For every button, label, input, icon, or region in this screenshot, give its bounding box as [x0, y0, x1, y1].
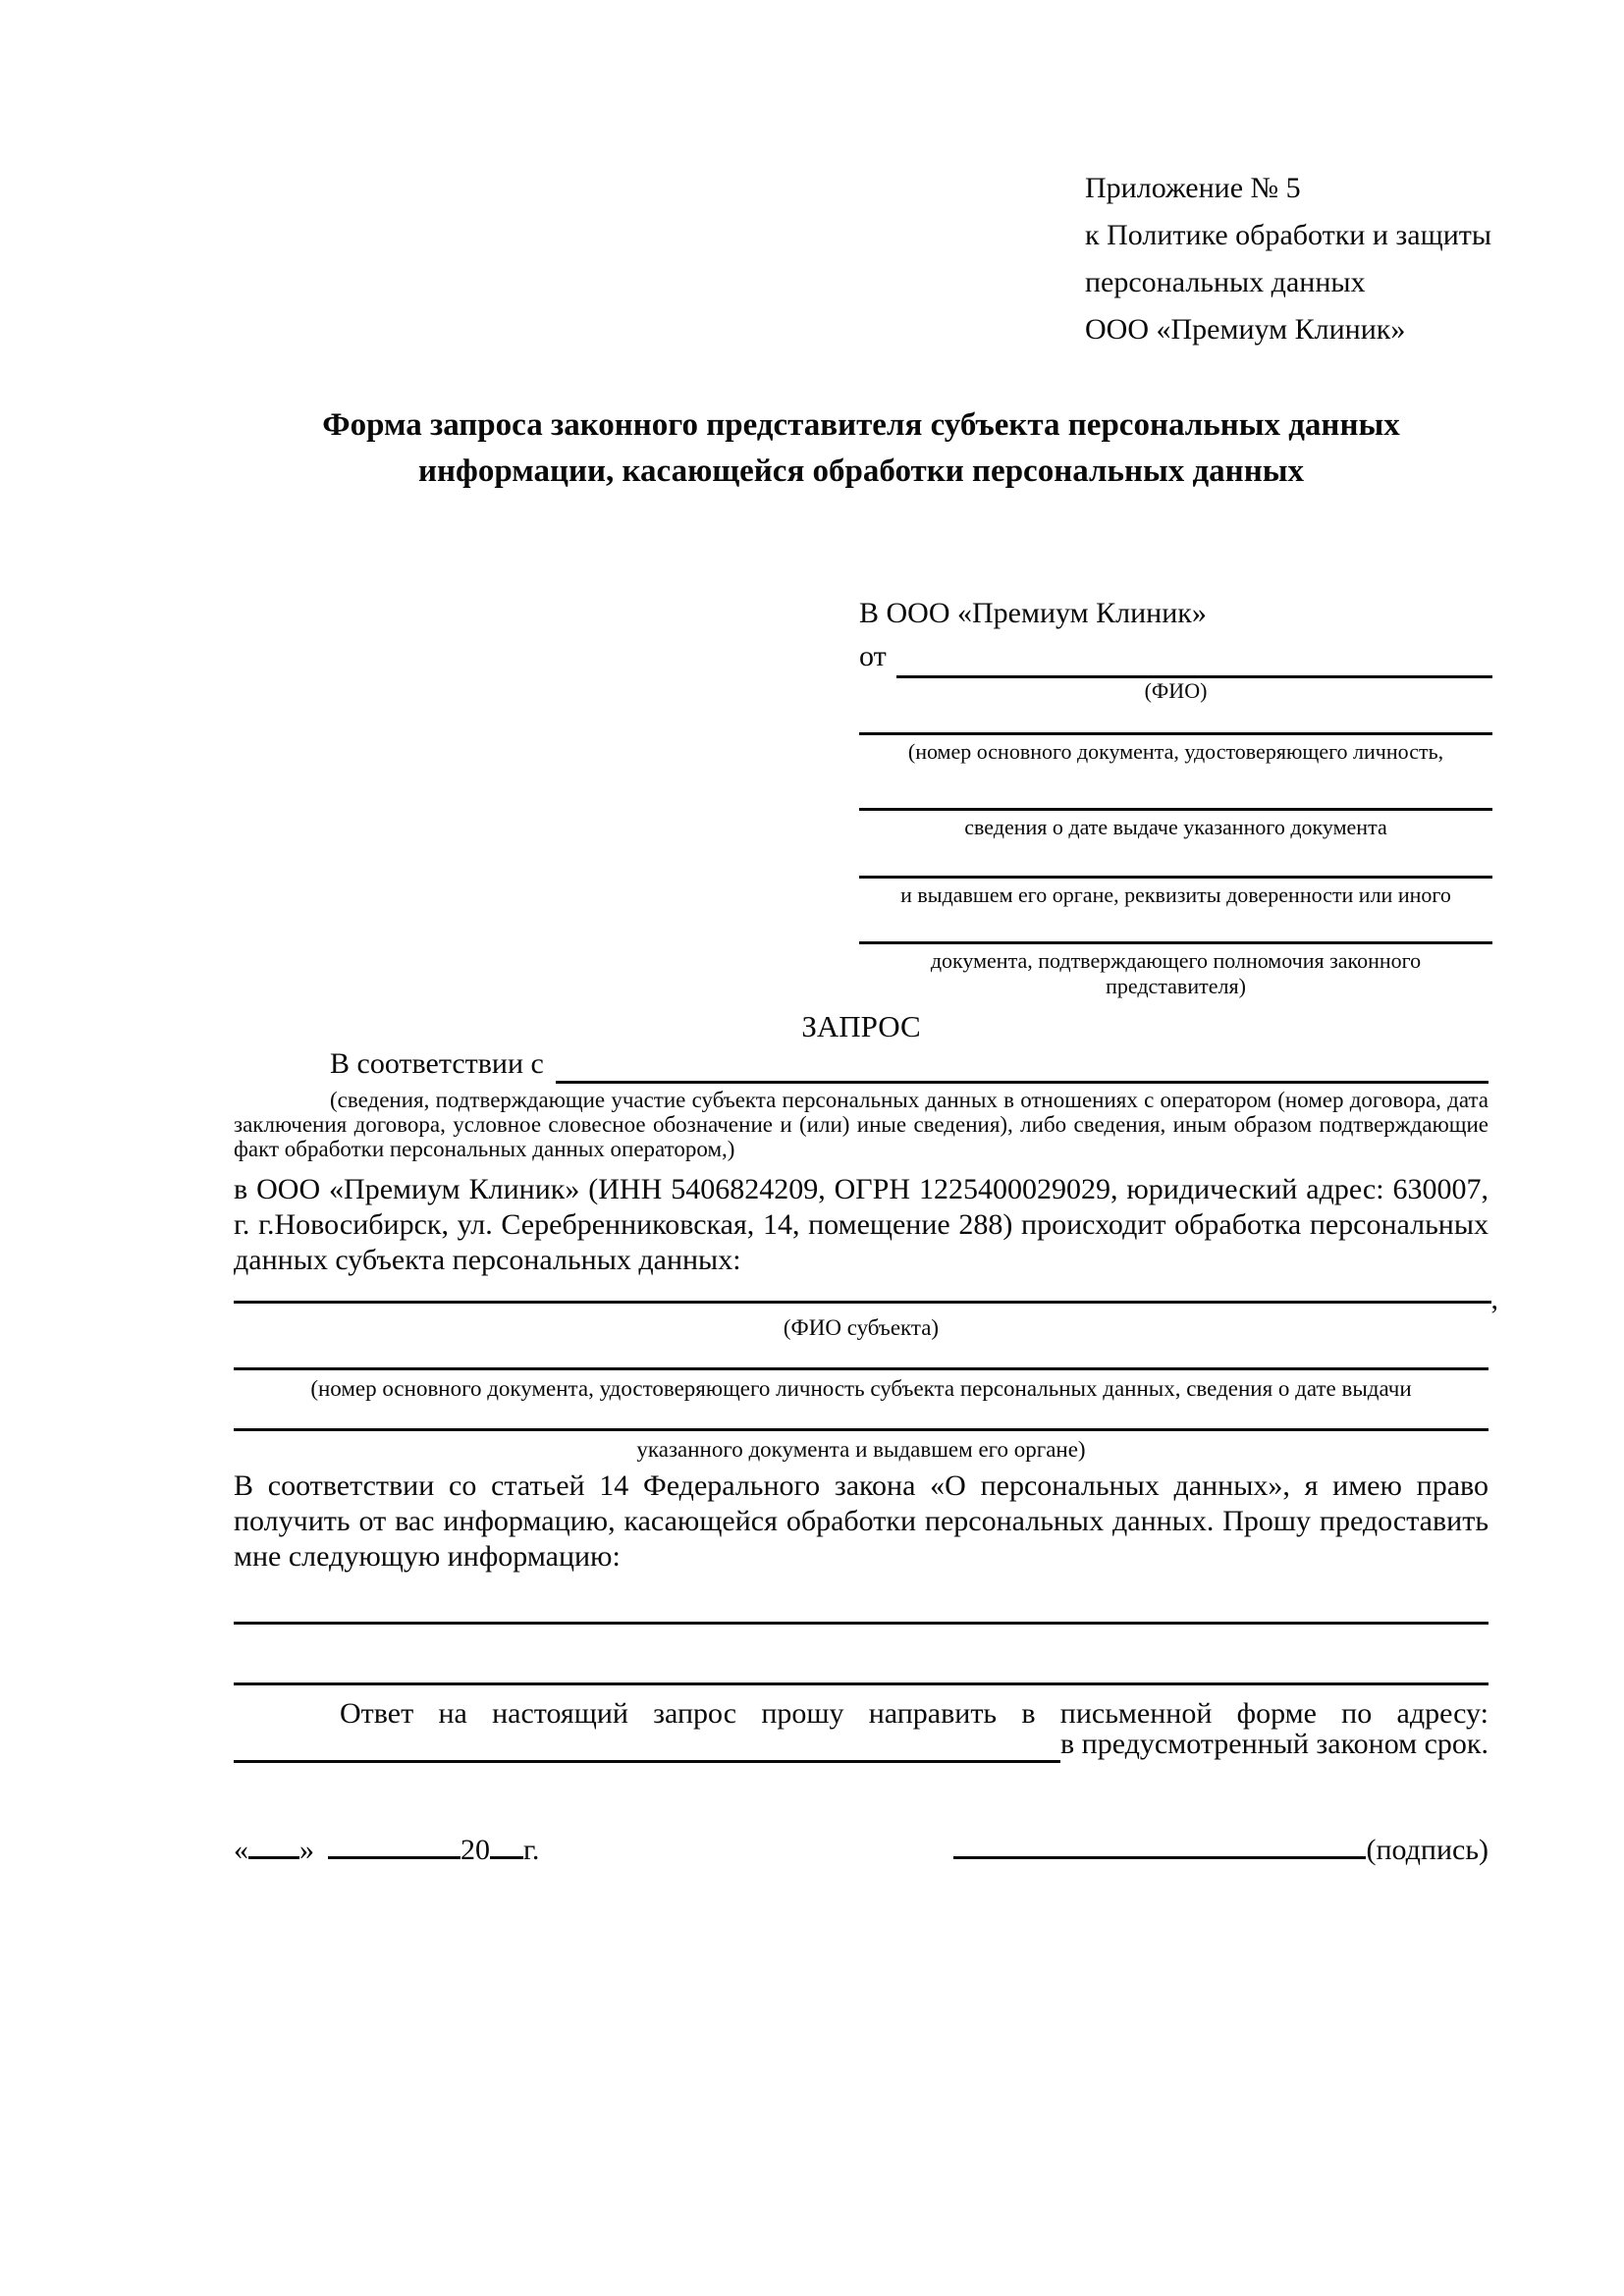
request-heading: ЗАПРОС [801, 1009, 921, 1043]
signature-group [953, 1824, 1489, 1871]
page-title-line: информации, касающейся обработки персональных данных [418, 454, 1304, 489]
subject-fio-blank-line [234, 1278, 1491, 1304]
from-row [859, 635, 1492, 678]
operator-paragraph: в ООО «Премиум Клиник» (ИНН 5406824209, ОГРН 1225400029029, юридический адрес: 630007, г. г.Новосибирск, ул. Серебренниковская, 14, помещение 288) происходит обработка персональных данных субъекта персональных данных: [234, 1173, 1489, 1276]
fio-caption: (ФИО) [1144, 678, 1208, 703]
appendix-line: Приложение № 5 [1085, 172, 1301, 204]
subject-doc-blank-line [234, 1367, 1489, 1370]
doc-issue-date-field [859, 808, 1492, 840]
info-blank-line-1 [234, 1622, 1489, 1625]
year-suffix: г. [523, 1834, 540, 1866]
doc-number-blank-line [859, 732, 1492, 735]
subject-doc-caption: (номер основного документа, удостоверяющего личность субъекта персональных данных, сведения о дате выдачи [310, 1376, 1412, 1401]
year-blank-line [490, 1824, 523, 1859]
appendix-line: ООО «Премиум Клиник» [1085, 313, 1406, 346]
info-blank-line-2 [234, 1682, 1489, 1685]
page-title-line: Форма запроса законного представителя субъекта персональных данных [322, 407, 1400, 443]
day-blank-line [248, 1824, 299, 1859]
answer-tail-text: в предусмотренный законом срок. [1060, 1728, 1489, 1760]
doc-issuer-field [859, 876, 1492, 908]
close-quote: » [299, 1834, 314, 1866]
signature-caption: (подпись) [1366, 1834, 1489, 1866]
answer-paragraph: Ответ на настоящий запрос прошу направить в письменной форме по адресу: [340, 1697, 1489, 1730]
year-prefix: 20 [460, 1834, 490, 1866]
subject-doc-blank-line-2 [234, 1428, 1489, 1431]
date-signature-row [234, 1824, 1489, 1871]
accordance-row [234, 1044, 1489, 1084]
accordance-blank-line [556, 1044, 1489, 1084]
law-paragraph: В соответствии со статьей 14 Федерального закона «О персональных данных», я имею право получить от вас информацию, касающейся обработки персональных данных. Прошу предоставить мне следующую информацию: [234, 1469, 1489, 1573]
page-title [234, 402, 1489, 495]
subject-fio-caption: (ФИО субъекта) [783, 1315, 940, 1340]
doc-number-field [859, 732, 1492, 765]
appendix-line: к Политике обработки и защиты [1085, 219, 1492, 251]
accordance-lead: В соответствии с [330, 1047, 544, 1080]
doc-issuer-blank-line [859, 876, 1492, 879]
doc-issuer-caption: и выдавшем его органе, реквизиты доверенности или иного [900, 882, 1451, 907]
appendix-reference-block [1085, 165, 1491, 353]
addressee-company: В ООО «Премиум Клиник» [859, 597, 1207, 629]
authority-doc-field [859, 941, 1492, 999]
fio-blank-line [896, 635, 1492, 678]
answer-address-row [234, 1726, 1489, 1763]
authority-doc-blank-line [859, 941, 1492, 944]
from-label: от [859, 640, 887, 672]
month-blank-line [328, 1824, 460, 1859]
doc-number-caption: (номер основного документа, удостоверяющего личность, [907, 739, 1444, 764]
doc-issue-date-caption: сведения о дате выдаче указанного документа [964, 815, 1387, 839]
authority-doc-caption: документа, подтверждающего полномочия законного представителя) [930, 948, 1422, 998]
subject-doc-caption-2: указанного документа и выдавшем его органе) [636, 1437, 1086, 1462]
accordance-caption: (сведения, подтверждающие участие субъекта персональных данных в отношениях с оператором (номер договора, дата заключения договора, условное словесное обозначение и (или) иные сведения), либо сведения, иным образом подтверждающие факт обработки персональных данных оператором,) [234, 1088, 1489, 1161]
subject-fio-comma: , [1490, 1283, 1498, 1315]
date-group [234, 1824, 539, 1871]
signature-blank-line [953, 1824, 1366, 1859]
appendix-line: персональных данных [1085, 266, 1366, 298]
subject-fio-row [234, 1278, 1498, 1315]
open-quote: « [234, 1834, 248, 1866]
doc-issue-date-blank-line [859, 808, 1492, 811]
address-blank-line [234, 1726, 1060, 1763]
addressee-block [859, 592, 1492, 999]
